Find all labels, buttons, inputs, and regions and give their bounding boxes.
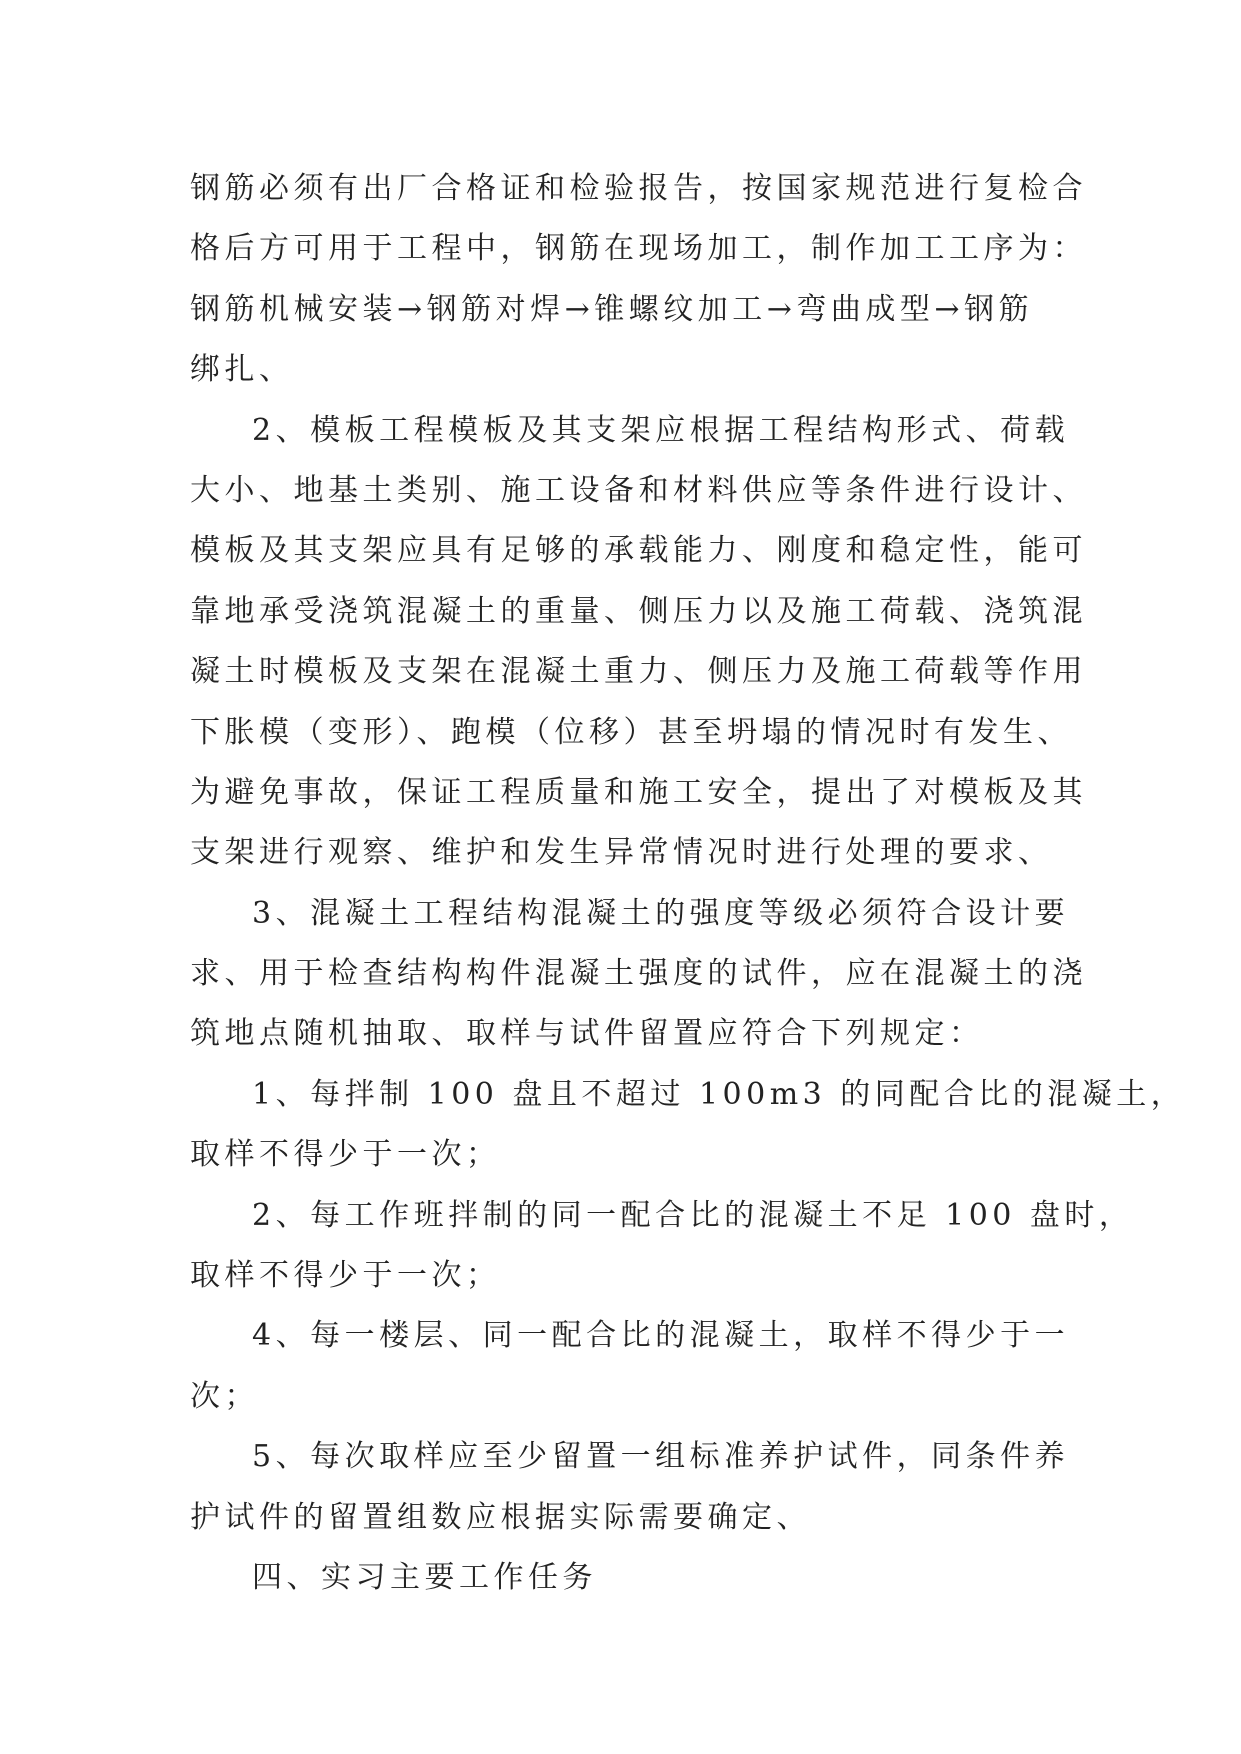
text-line: 支架进行观察、维护和发生异常情况时进行处理的要求、 [190,835,1053,871]
text-line: 凝土时模板及支架在混凝土重力、侧压力及施工荷载等作用 [190,654,1087,690]
paragraph-heading-formwork: 2、模板工程模板及其支架应根据工程结构形式、荷载 [252,412,1070,448]
list-item-5: 5、每次取样应至少留置一组标准养护试件，同条件养 [252,1439,1070,1475]
text-line: 模板及其支架应具有足够的承载能力、刚度和稳定性，能可 [190,533,1087,569]
text-line: 下胀模（变形）、跑模（位移）甚至坍塌的情况时有发生、 [190,714,1072,750]
text-line: 钢筋机械安装→钢筋对焊→锥螺纹加工→弯曲成型→钢筋 [190,291,1034,327]
body-text [190,159,1186,1608]
text-line: 取样不得少于一次； [190,1258,501,1294]
text-line: 钢筋必须有出厂合格证和检验报告，按国家规范进行复检合 [190,171,1087,206]
list-item-1: 1、每拌制 100 盘且不超过 100m3 的同配合比的混凝土， [252,1076,1186,1112]
list-item-2: 2、每工作班拌制的同一配合比的混凝土不足 100 盘时， [252,1197,1134,1233]
text-line: 护试件的留置组数应根据实际需要确定、 [190,1499,811,1535]
text-line: 大小、地基土类别、施工设备和材料供应等条件进行设计、 [190,472,1087,508]
list-item-4: 4、每一楼层、同一配合比的混凝土，取样不得少于一 [252,1318,1070,1354]
text-line: 筑地点随机抽取、取样与试件留置应符合下列规定： [190,1016,984,1052]
text-line: 次； [190,1378,259,1414]
text-line: 靠地承受浇筑混凝土的重量、侧压力以及施工荷载、浇筑混 [190,593,1087,629]
text-line: 绑扎、 [190,352,294,388]
text-line: 求、用于检查结构构件混凝土强度的试件，应在混凝土的浇 [190,956,1087,992]
section-heading: 四、实习主要工作任务 [252,1559,597,1595]
text-line: 取样不得少于一次； [190,1137,501,1173]
text-line: 为避免事故，保证工程质量和施工安全，提出了对模板及其 [190,774,1087,810]
paragraph-heading-concrete: 3、混凝土工程结构混凝土的强度等级必须符合设计要 [252,895,1070,931]
text-line: 格后方可用于工程中，钢筋在现场加工，制作加工工序为： [190,231,1087,267]
